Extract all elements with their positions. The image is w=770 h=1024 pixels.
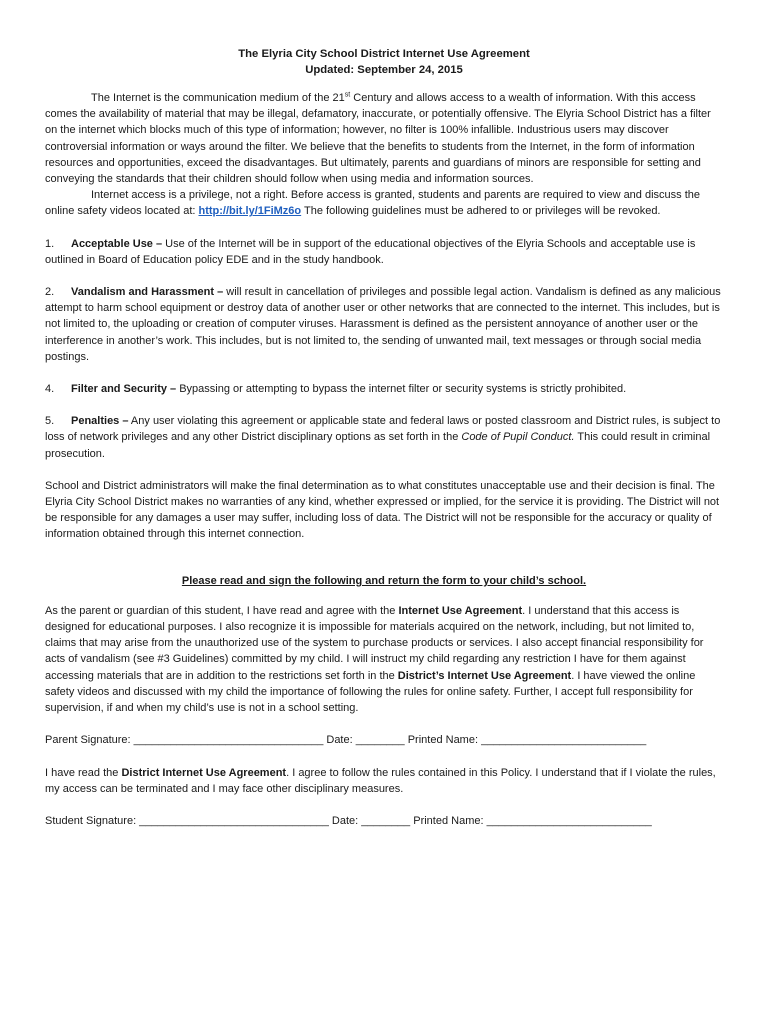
document-updated-date: Updated: September 24, 2015 (305, 64, 463, 76)
section-heading: Acceptable Use – (71, 237, 163, 250)
form-heading: Please read and sign the following and return the form to your child’s school. (181, 574, 587, 587)
disclaimer-paragraph: School and District administrators will make the final determination as to what constitutes unacceptable use and their decision is final. The Elyria City School District makes no warranties of any kind, whether expressed or implied, for the service it is providing. The District will not be responsible for any damages a user may suffer, including loss of data. The District will not be responsible for the accuracy or quality of information obtained through this internet connection. (45, 479, 720, 541)
student-signature-line[interactable]: Student Signature: _______________________________ Date: ________ Printed Name: ___________________________ (45, 814, 652, 827)
safety-videos-link[interactable]: http://bit.ly/1FiMz6o (198, 205, 302, 218)
document-title: The Elyria City School District Internet Use Agreement (238, 48, 530, 60)
section-heading: Penalties – (71, 415, 129, 428)
section-heading: Vandalism and Harassment – (71, 286, 224, 299)
intro-paragraph-1: The Internet is the communication medium of the 21st Century and allows access to a wealth of information. With this access comes the availability of material that may be illegal, defamatory, inaccurate, or potentially offensive. The Elyria School District has a filter on the internet which blocks much of this type of information; however, no filter is 100% infallible. Industrious users may discover controversial information or ways around the filter. We believe that the benefits to students from the Internet, in the form of information resources and opportunities, exceed the disadvantages. But ultimately, parents and guardians of minors are responsible for setting and conveying the standards that their children should follow when using media and information sources. (45, 91, 711, 186)
student-agreement-paragraph: I have read the District Internet Use Agreement. I agree to follow the rules contained in this Policy. I understand that if I violate the rules, my access can be terminated and I may face other disciplinary measures. (45, 766, 716, 795)
section-filter-security: 4. Filter and Security – Bypassing or attempting to bypass the internet filter or security systems is strictly prohibited. (45, 383, 627, 396)
document-page (45, 46, 723, 829)
section-penalties: 5. Penalties – Any user violating this agreement or applicable state and federal laws or posted classroom and District rules, is subject to loss of network privileges and any other District disciplinary options as set forth in the Code of Pupil Conduct. This could result in criminal prosecution. (45, 415, 721, 460)
parent-agreement-paragraph: As the parent or guardian of this student, I have read and agree with the Internet Use Agreement. I understand that this access is designed for educational purposes. I also recognize it is impossible for materials acquired on the network, including, but not limited to, claims that may arise from the unauthorized use of the system to purchase products or services. I also accept financial responsibility for acts of vandalism (see #3 Guidelines) committed by my child. I will instruct my child regarding any restriction I have for them against accessing materials that are in addition to the restrictions set forth in the District’s Internet Use Agreement. I have viewed the online safety videos and discussed with my child the importance of following the rules for online safety. Further, I accept full responsibility for supervision, if and when my child’s use is not in a school setting. (45, 604, 704, 715)
section-heading: Filter and Security – (71, 383, 177, 396)
section-vandalism: 2. Vandalism and Harassment – will result in cancellation of privileges and possible legal action. Vandalism is defined as any malicious attempt to harm school equipment or destroy data of another user or other networks that are connected to the internet. This includes, but is not limited to, the uploading or creation of computer viruses. Harassment is defined as the persistent annoyance of another user or the interference in another’s work. This includes, but is not limited to, the sending of unwanted mail, text messages or through social media postings. (45, 286, 721, 363)
section-acceptable-use: 1. Acceptable Use – Use of the Internet will be in support of the educational objectives of the Elyria Schools and acceptable use is outlined in Board of Education policy EDE and in the study handbook. (45, 237, 696, 266)
parent-signature-line[interactable]: Parent Signature: _______________________________ Date: ________ Printed Name: ___________________________ (45, 734, 647, 747)
intro-paragraph-2: Internet access is a privilege, not a right. Before access is granted, students and parents are required to view and discuss the online safety videos located at: http://bit.ly/1FiMz6o The following guidelines must be adhered to or privileges will be revoked. (45, 189, 701, 218)
